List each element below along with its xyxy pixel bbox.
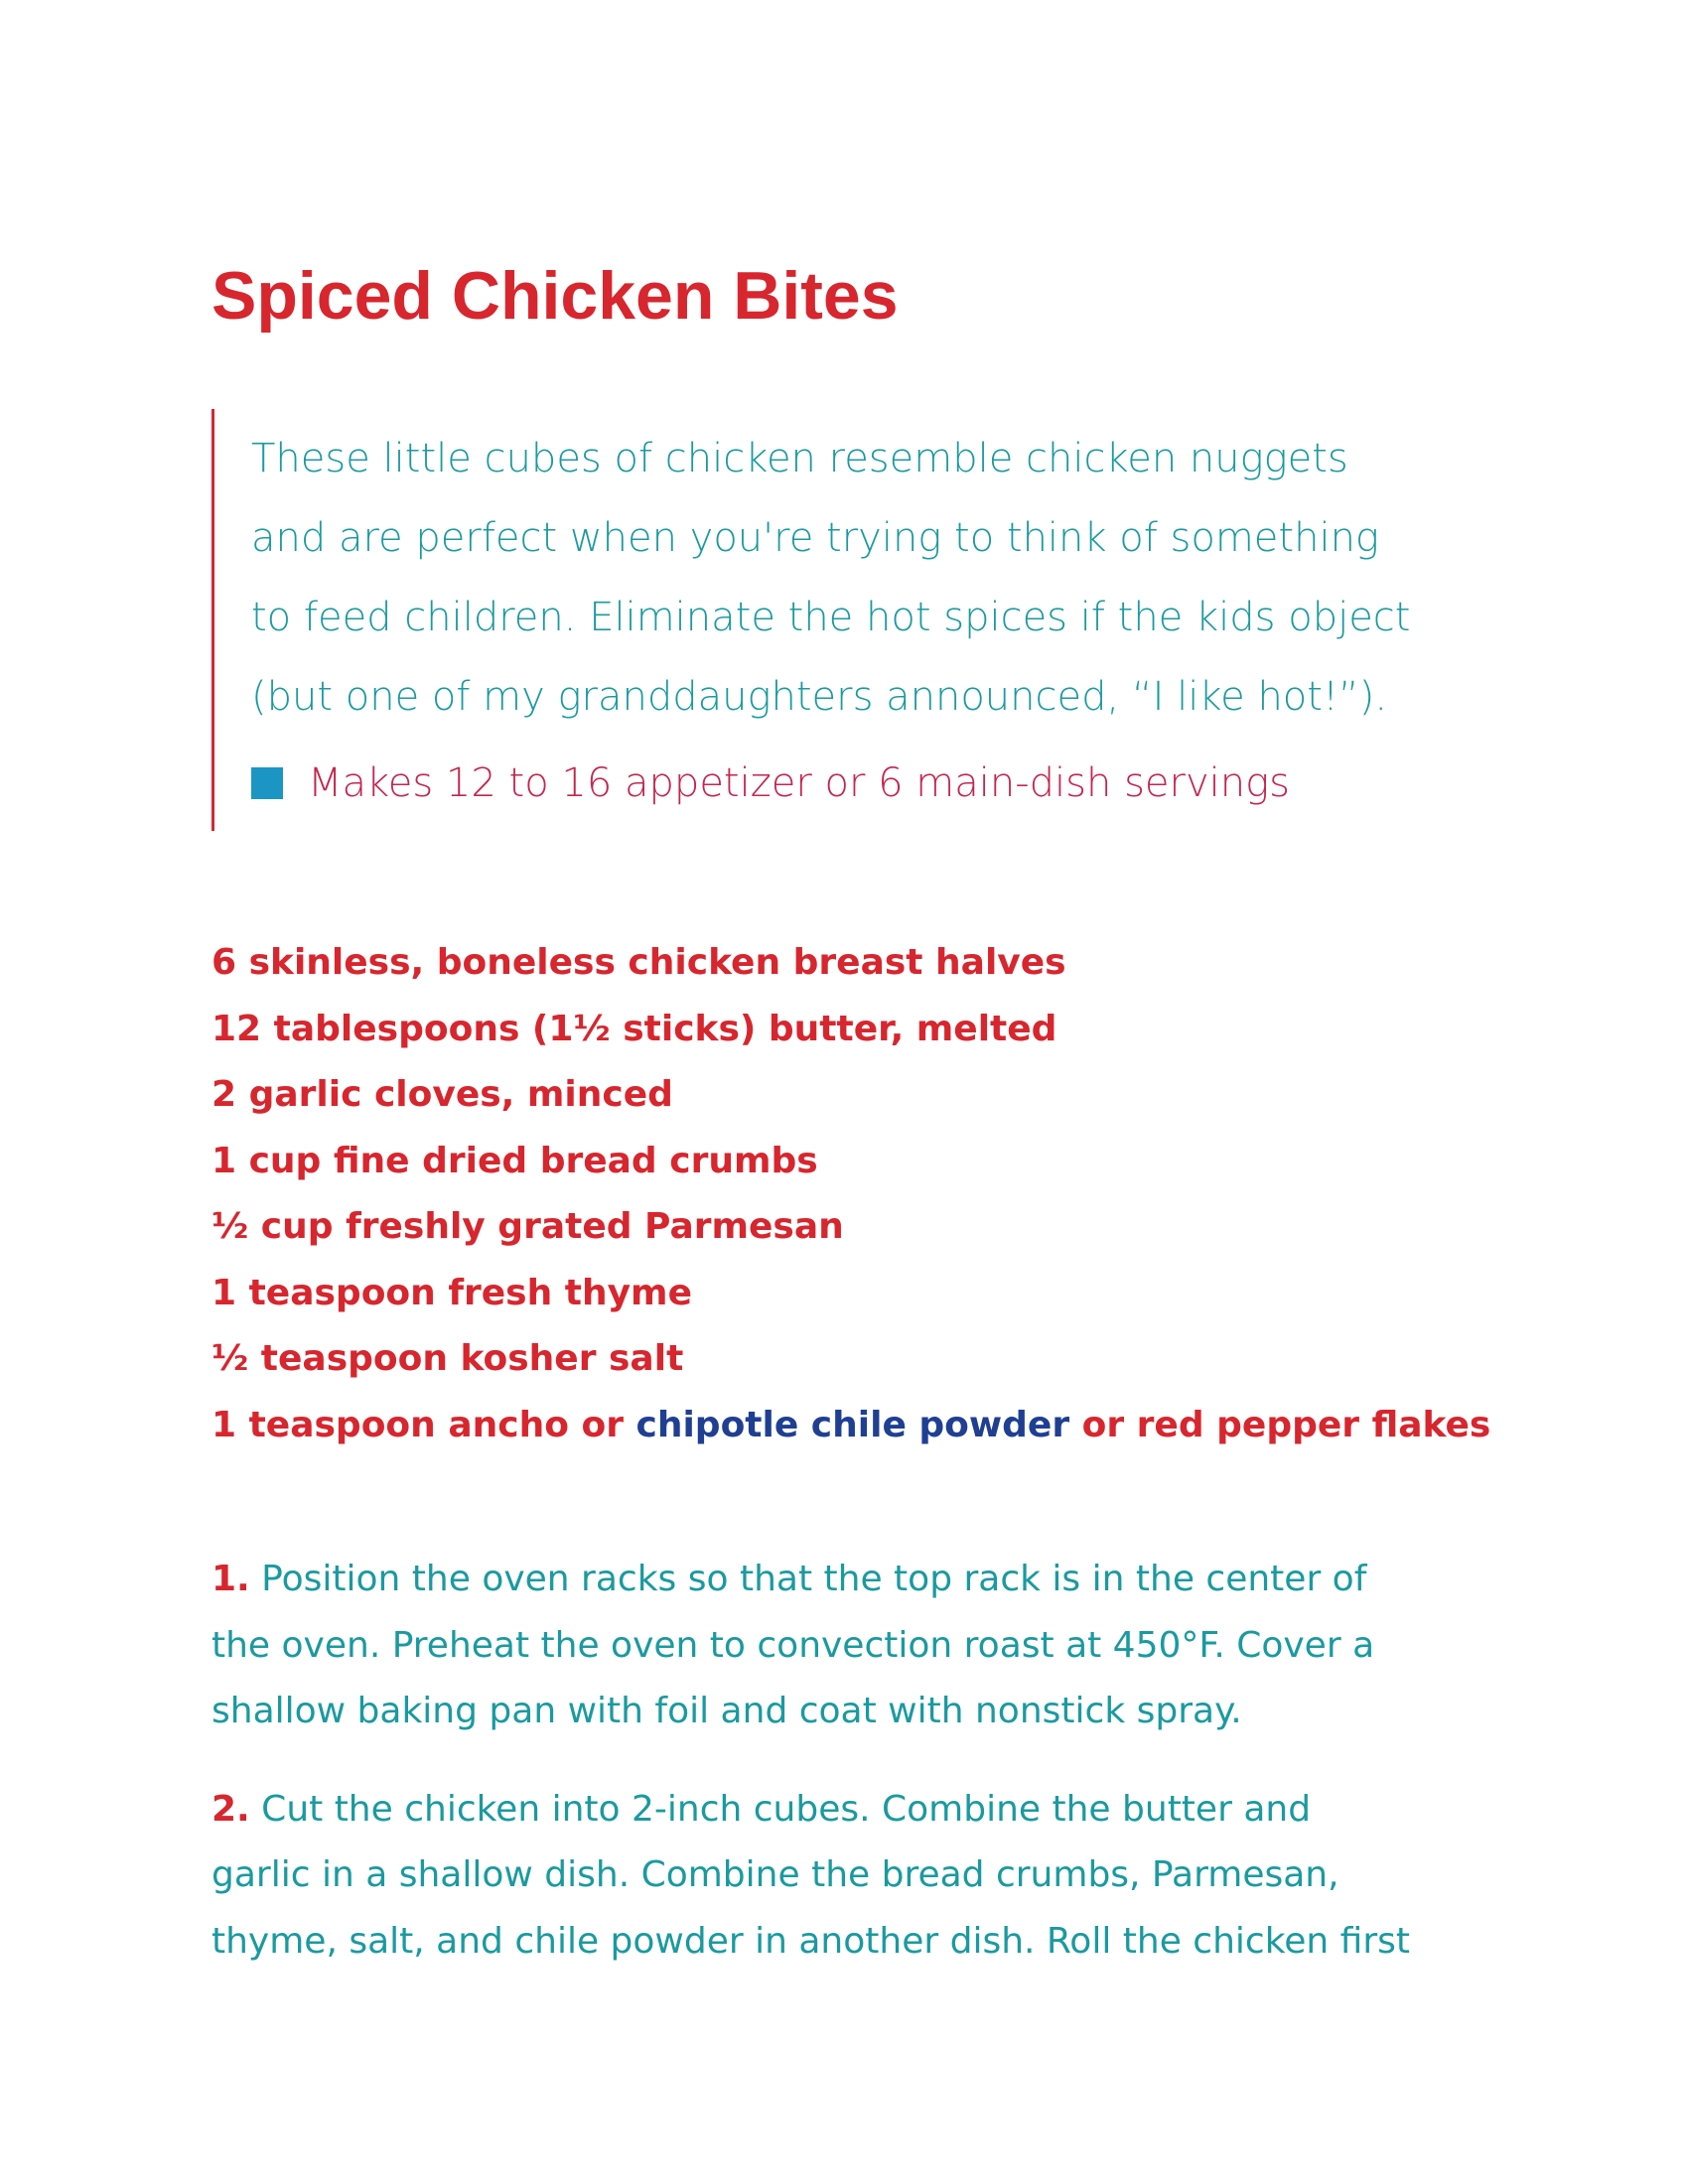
ingredient-item: 12 tablespoons (1½ sticks) butter, melted bbox=[211, 1008, 1057, 1049]
step-number: 1. bbox=[211, 1559, 250, 1599]
step-2 bbox=[211, 1777, 1502, 1976]
intro-line: These little cubes of chicken resemble chicken nuggets bbox=[251, 436, 1348, 481]
square-bullet-icon bbox=[251, 767, 283, 799]
intro-line: to feed children. Eliminate the hot spices if the kids object bbox=[251, 595, 1411, 640]
step-text: Cut the chicken into 2-inch cubes. Combine the butter and bbox=[249, 1788, 1312, 1830]
yield-text: Makes 12 to 16 appetizer or 6 main-dish servings bbox=[308, 760, 1290, 806]
recipe-title: Spiced Chicken Bites bbox=[211, 258, 899, 334]
ingredient-item: ½ cup freshly grated Parmesan bbox=[211, 1206, 844, 1247]
step-line: thyme, salt, and chile powder in another dish. Roll the chicken first bbox=[211, 1920, 1411, 1962]
ingredient-item: 6 skinless, boneless chicken breast halves bbox=[211, 942, 1066, 983]
ingredient-text: 1 teaspoon ancho or bbox=[211, 1404, 636, 1445]
step-line bbox=[211, 1777, 1502, 1843]
intro-line: (but one of my granddaughters announced, “I like hot!”). bbox=[251, 674, 1388, 720]
yield-line bbox=[251, 758, 1290, 808]
step-line: garlic in a shallow dish. Combine the bread crumbs, Parmesan, bbox=[211, 1854, 1339, 1895]
intro-line: and are perfect when you're trying to think of something bbox=[251, 515, 1379, 561]
method-steps bbox=[211, 1547, 1502, 2006]
step-line: shallow baking pan with foil and coat with nonstick spray. bbox=[211, 1691, 1242, 1731]
ingredient-item: 1 teaspoon fresh thyme bbox=[211, 1272, 692, 1313]
intro-text bbox=[251, 419, 1482, 737]
intro-block bbox=[211, 409, 1505, 831]
step-1 bbox=[211, 1547, 1502, 1745]
step-line: the oven. Preheat the oven to convection roast at 450°F. Cover a bbox=[211, 1624, 1375, 1666]
ingredient-item: ½ teaspoon kosher salt bbox=[211, 1338, 684, 1379]
ingredient-item bbox=[211, 1393, 1490, 1459]
step-number: 2. bbox=[211, 1788, 250, 1830]
step-line bbox=[211, 1547, 1502, 1613]
ingredient-item: 2 garlic cloves, minced bbox=[211, 1074, 673, 1115]
ingredient-list bbox=[211, 930, 1490, 1458]
step-text: Position the oven racks so that the top rack is in the center of bbox=[249, 1559, 1367, 1599]
ingredient-text: or red pepper flakes bbox=[1069, 1404, 1491, 1445]
ingredient-item: 1 cup fine dried bread crumbs bbox=[211, 1140, 818, 1181]
ingredient-highlight-text: chipotle chile powder bbox=[635, 1404, 1070, 1445]
